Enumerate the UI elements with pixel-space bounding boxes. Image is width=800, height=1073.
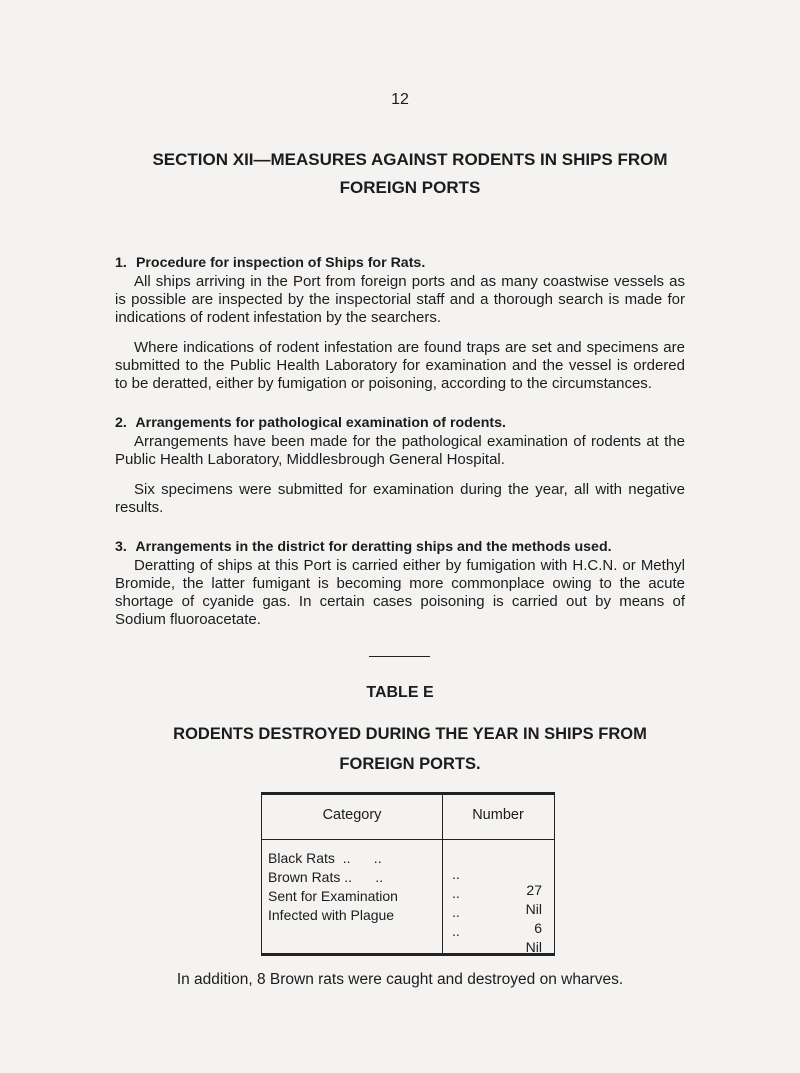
column-header-category: Category [322,807,382,823]
header-divider [262,839,554,840]
table-body [262,850,554,955]
section-title [110,146,710,202]
section-heading [115,537,685,557]
leader-dots: .. [452,866,460,882]
section-heading-text: Arrangements in the district for deratting ships and the methods used. [135,539,612,555]
section-heading-text: Arrangements for pathological examination of rodents. [135,415,506,431]
section-title-line-1: SECTION XII—MEASURES AGAINST RODENTS IN SHIPS FROM [152,150,668,169]
number-value: Nil [525,939,542,955]
category-cell: Sent for Examination [268,888,398,904]
section-heading [115,253,685,273]
section-number: 3. [115,539,127,555]
table-row [262,907,554,955]
section-number: 1. [115,255,127,271]
footnote: In addition, 8 Brown rats were caught and destroyed on wharves. [176,971,624,988]
number-cell [452,907,542,971]
table-title-line-1: RODENTS DESTROYED DURING THE YEAR IN SHIPS FROM [173,725,647,743]
leader-dots: .. [452,885,460,901]
category-cell: Brown Rats .. .. [268,869,384,885]
category-cell: Infected with Plague [268,907,395,923]
section-heading-text: Procedure for inspection of Ships for Rats. [135,255,426,271]
paragraph: Deratting of ships at this Port is carried either by fumigation with H.C.N. or Methyl Bromide, the latter fumigant is becoming more commonplace owing to the acute shortage of cyanide gas. In certain cases poisoning is carried out by means of Sodium fluoroacetate. [115,557,685,628]
column-header-number: Number [472,807,524,823]
rodents-table [261,792,555,956]
page-number: 12 [391,91,409,108]
section-heading [115,413,685,433]
section-title-line-2: FOREIGN PORTS [339,178,481,197]
paragraph: Arrangements have been made for the pathological examination of rodents at the Public Health Laboratory, Middlesbrough General Hospital. [115,433,685,468]
number-value: 27 [526,882,542,898]
paragraph: Six specimens were submitted for examination during the year, all with negative results. [115,481,685,516]
number-value: Nil [525,901,542,917]
body-text [115,253,685,629]
leader-dots: .. [452,923,460,939]
leader-dots: .. [452,904,460,920]
table-title-line-2: FOREIGN PORTS. [339,755,481,773]
section-number: 2. [115,415,127,431]
paragraph: All ships arriving in the Port from foreign ports and as many coastwise vessels as is possible are inspected by the inspectorial staff and a thorough search is made for indications of rodent infestation by the searchers. [115,273,685,326]
table-label: TABLE E [366,684,434,701]
category-cell: Black Rats .. .. [268,850,382,866]
number-value: 6 [534,920,542,936]
paragraph: Where indications of rodent infestation are found traps are set and specimens are submitted to the Public Health Laboratory for examination and the vessel is ordered to be deratted, either by fumigation or poisoning, according to the circumstances. [115,339,685,392]
horizontal-divider [369,656,430,657]
table-title [110,719,710,779]
